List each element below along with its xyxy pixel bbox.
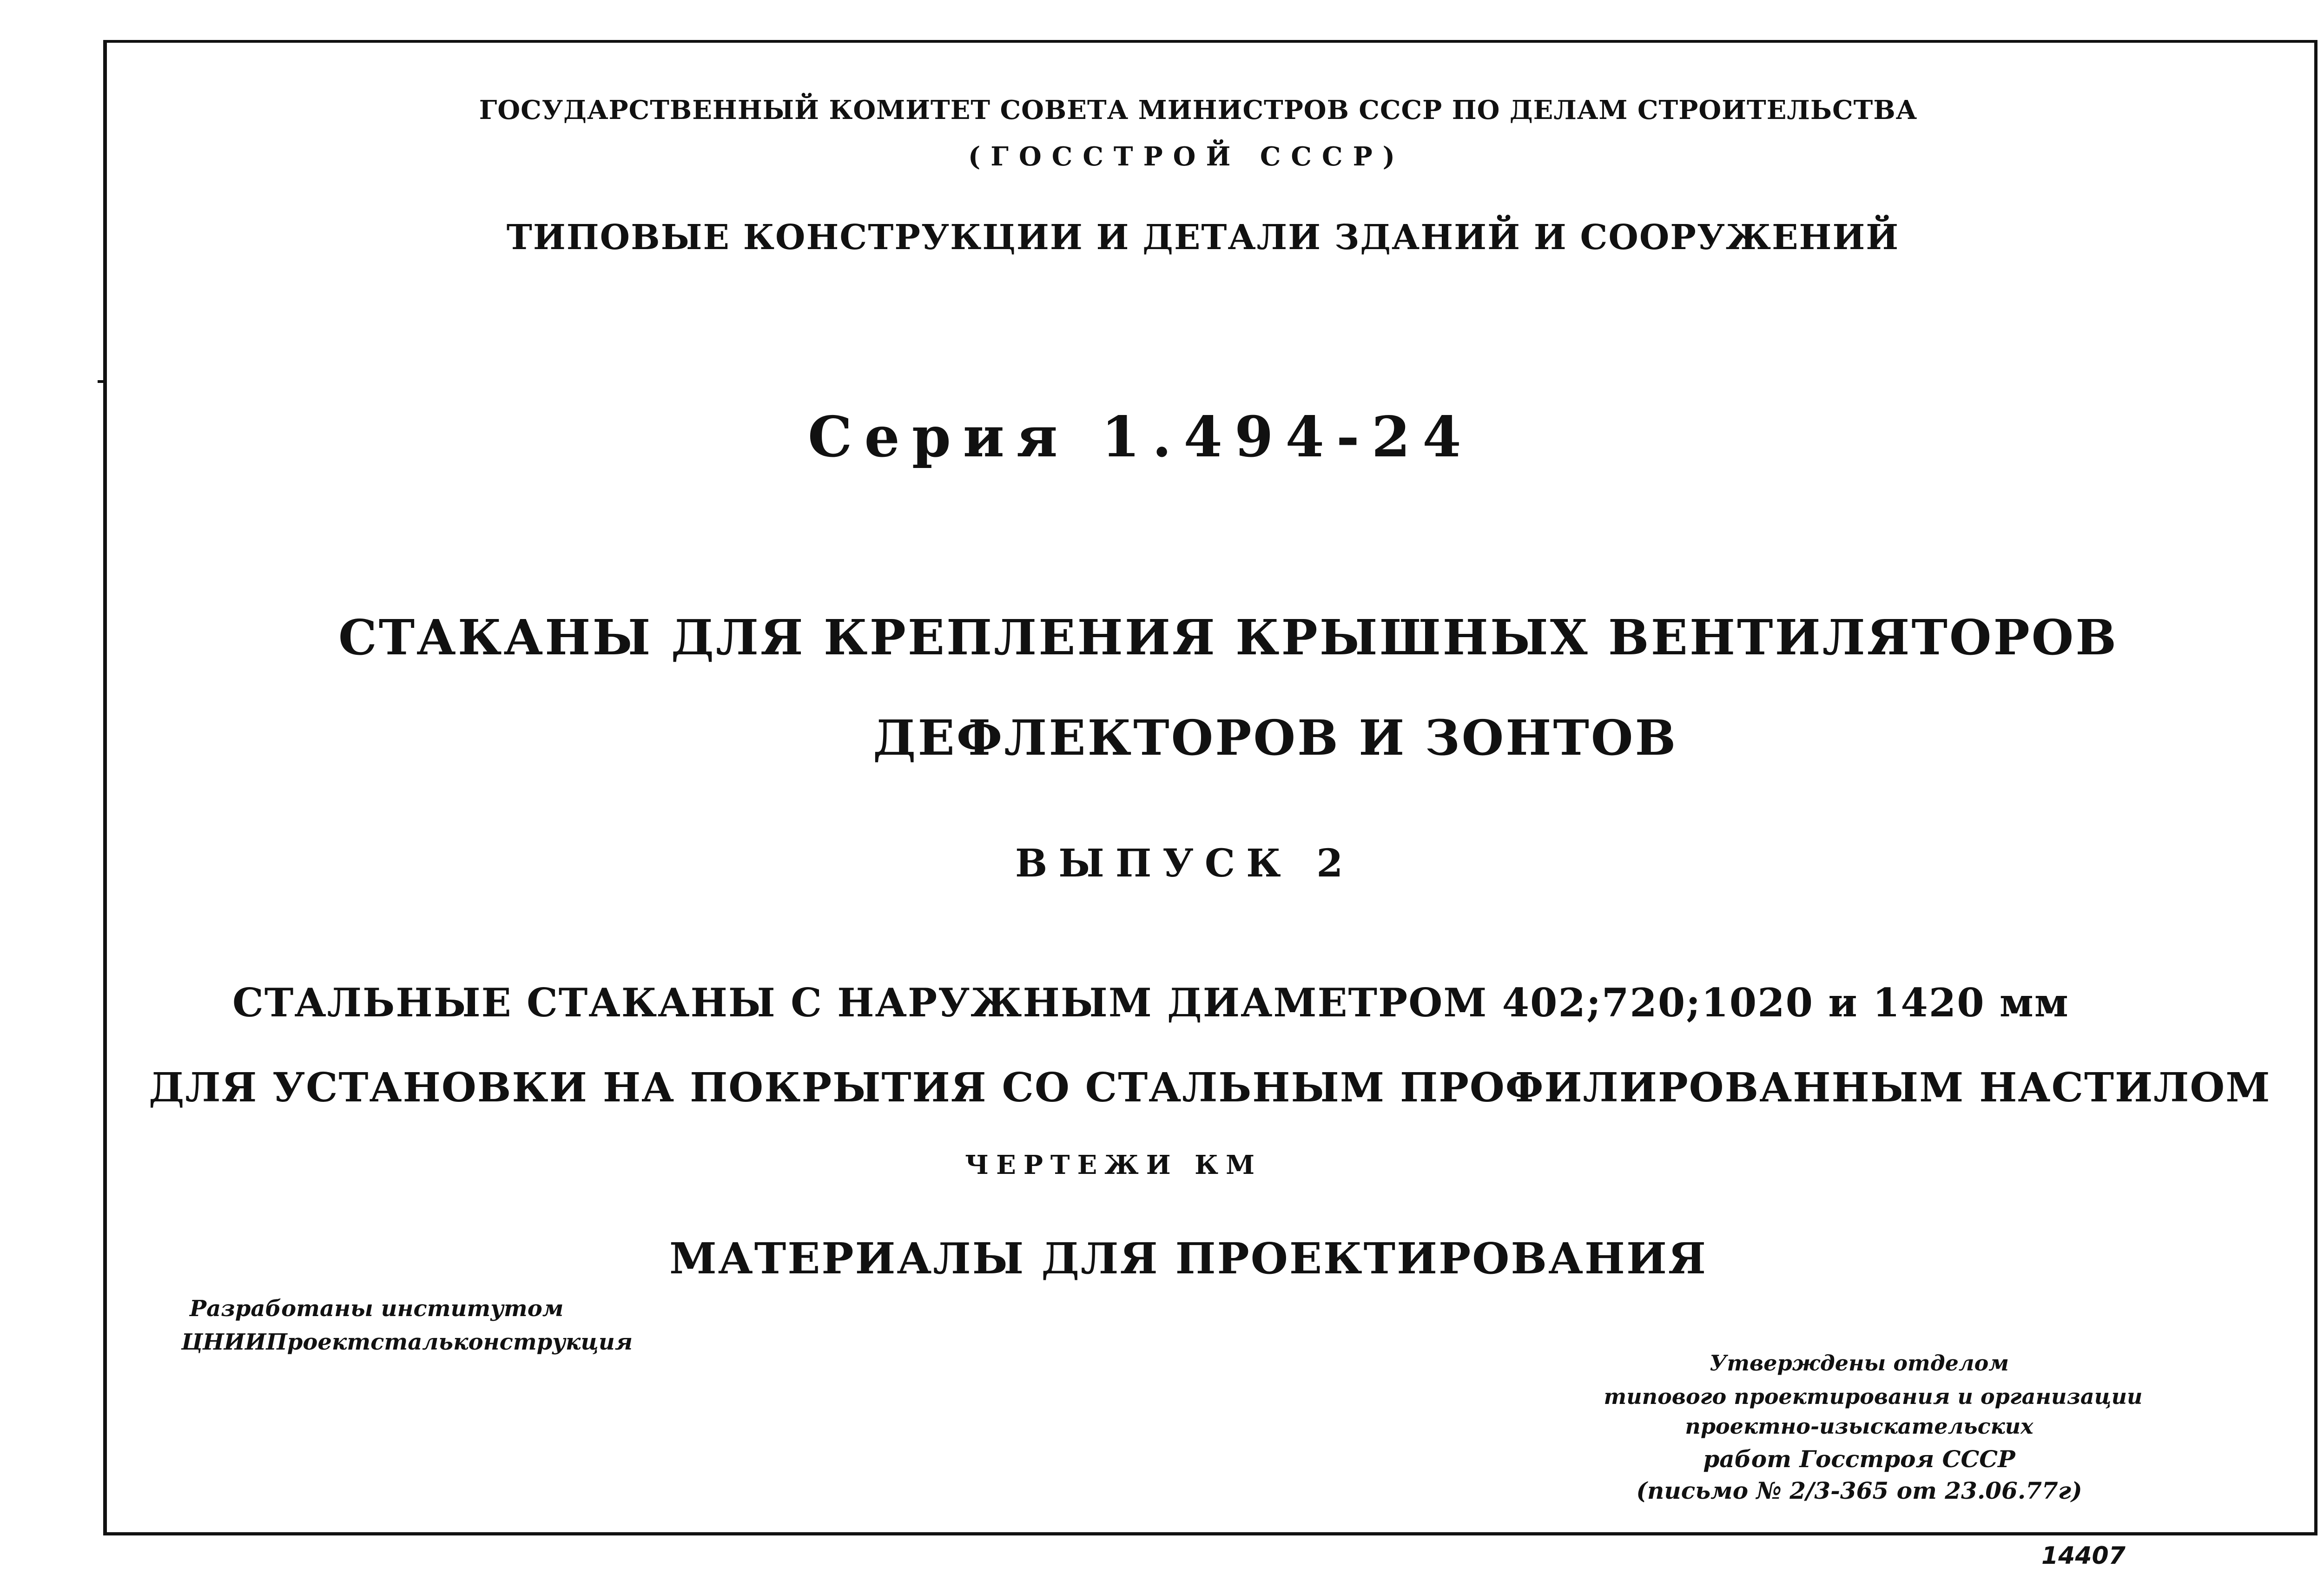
subtitle-line1: СТАЛЬНЫЕ СТАКАНЫ С НАРУЖНЫМ ДИАМЕТРОМ 402;720;1020 и 1420 мм xyxy=(232,980,2069,1026)
materials-heading: МАТЕРИАЛЫ ДЛЯ ПРОЕКТИРОВАНИЯ xyxy=(669,1233,1708,1284)
issue-number: ВЫПУСК 2 xyxy=(1015,841,1354,886)
subtitle-line2: ДЛЯ УСТАНОВКИ НА ПОКРЫТИЯ СО СТАЛЬНЫМ ПРОФИЛИРОВАННЫМ НАСТИЛОМ xyxy=(149,1064,2271,1111)
document-title-line2: ДЕФЛЕКТОРОВ И ЗОНТОВ xyxy=(873,709,1678,766)
approval-line3: проектно-изыскательских xyxy=(1685,1414,2034,1439)
developer-line2: ЦНИИПроектстальконструкция xyxy=(181,1329,633,1355)
sheet-number: 14407 xyxy=(2041,1542,2126,1570)
approval-line2: типового проектирования и организации xyxy=(1604,1384,2143,1409)
approval-line1: Утверждены отделом xyxy=(1710,1350,2009,1376)
approval-line5: (письмо № 2/3-365 от 23.06.77г) xyxy=(1636,1477,2082,1504)
series-number: Серия 1.494-24 xyxy=(808,404,1473,470)
gosstroy-header: (ГОССТРОЙ СССР) xyxy=(968,141,1406,172)
developer-line1: Разработаны институтом xyxy=(190,1296,564,1322)
drawings-type: ЧЕРТЕЖИ КМ xyxy=(965,1150,1262,1180)
ministry-header: ГОСУДАРСТВЕННЫЙ КОМИТЕТ СОВЕТА МИНИСТРОВ СССР ПО ДЕЛАМ СТРОИТЕЛЬСТВА xyxy=(479,95,1918,125)
approval-line4: работ Госстроя СССР xyxy=(1703,1445,2015,1473)
document-title-line1: СТАКАНЫ ДЛЯ КРЕПЛЕНИЯ КРЫШНЫХ ВЕНТИЛЯТОРОВ xyxy=(338,609,2119,666)
frame-tick xyxy=(98,380,105,383)
typical-constructions-header: ТИПОВЫЕ КОНСТРУКЦИИ И ДЕТАЛИ ЗДАНИЙ И СООРУЖЕНИЙ xyxy=(506,217,1900,257)
